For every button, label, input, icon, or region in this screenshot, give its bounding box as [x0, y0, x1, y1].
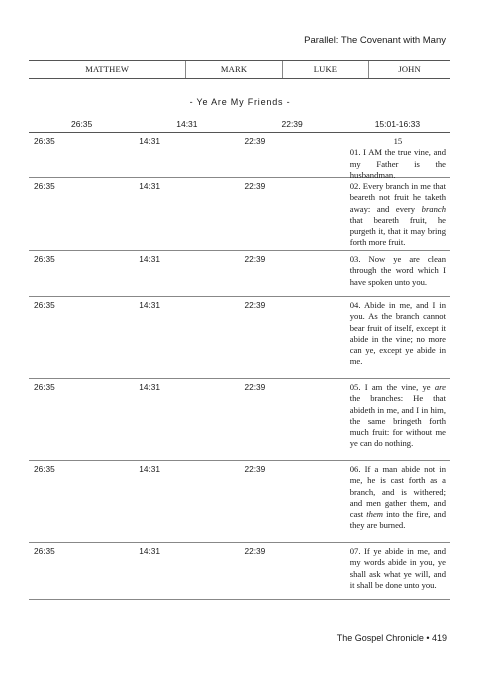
ref-luke: 22:39 [244, 464, 266, 474]
table-row [29, 461, 450, 543]
verse-segment: 06. If a man abide not in me, he is cast forth as a branch, and is withered; and men gather them, and cast [349, 464, 446, 520]
ref-mark: 14:31 [139, 464, 161, 474]
ref-mark: 14:31 [139, 136, 161, 146]
ref-matthew: 26:35 [34, 136, 55, 146]
table-row [29, 251, 450, 297]
ref-matthew: 26:35 [34, 546, 55, 556]
verse-italic: them [366, 509, 383, 520]
ref-luke: 22:39 [244, 382, 266, 392]
verse-segment: 07. If ye abide in me, and my words abide in you, ye shall ask what ye will, and it shall be done unto you. [349, 546, 446, 590]
table-row [29, 133, 450, 178]
verse-italic: are [434, 382, 446, 392]
ref-matthew: 26:35 [34, 300, 55, 310]
ref-mark: 14:31 [139, 300, 161, 310]
ref-matthew: 26:35 [34, 181, 55, 191]
verse-text [345, 133, 450, 180]
verse-segment: into the fire, and they are burned. [349, 509, 446, 531]
ref-matthew: 26:35 [34, 464, 55, 474]
verse-segment: 02. Every branch in me that beareth not fruit he taketh away: and every [349, 181, 446, 214]
verse-segment: 04. Abide in me, and I in you. As the branch cannot bear fruit of itself, except it abide in the vine; no more can ye, except ye abide in me. [349, 300, 446, 367]
ref-luke: 22:39 [244, 136, 266, 146]
verse-text [345, 461, 450, 542]
verse-segment: the branches: He that abideth in me, and I in him, the same bringeth forth much fruit: for without me ye can do nothing. [349, 393, 446, 449]
ref-mark: 14:31 [176, 119, 198, 129]
gospel-luke: LUKE [282, 61, 368, 79]
verse-text [345, 297, 450, 378]
ref-luke: 22:39 [244, 181, 266, 191]
ref-matthew: 26:35 [70, 119, 93, 129]
verse-italic: branch [421, 203, 446, 214]
verse-segment: 01. I AM the true vine, and my Father is the husbandman. [349, 147, 446, 180]
chapter-number: 15 [393, 136, 403, 146]
page-footer: The Gospel Chronicle • 419 [336, 633, 447, 643]
ref-mark: 14:31 [139, 254, 161, 264]
table-row [29, 297, 450, 379]
ref-matthew: 26:35 [34, 382, 55, 392]
table-row [29, 178, 450, 251]
section-title: - Ye Are My Friends - [189, 97, 291, 107]
gospel-mark: MARK [186, 61, 282, 79]
verse-text [345, 251, 450, 296]
ref-mark: 14:31 [139, 382, 161, 392]
table-row [29, 543, 450, 600]
page-header-title: Parallel: The Covenant with Many [304, 35, 446, 46]
ref-luke: 22:39 [244, 300, 266, 310]
gospel-john: JOHN [369, 61, 450, 79]
ref-mark: 14:31 [139, 546, 161, 556]
verse-text [345, 178, 450, 250]
verse-segment: that beareth fruit, he purgeth it, that it may bring forth more fruit. [349, 214, 446, 248]
gospel-header-table [29, 60, 450, 79]
ref-john: 15:01-16:33 [374, 119, 421, 129]
ref-luke: 22:39 [281, 119, 303, 129]
ref-luke: 22:39 [244, 254, 266, 264]
section-refs [29, 119, 450, 129]
verse-table [29, 133, 450, 600]
verse-segment: 03. Now ye are clean through the word which I have spoken unto you. [349, 254, 446, 287]
verse-segment: 05. I am the vine, ye [349, 382, 435, 392]
verse-text [345, 379, 450, 460]
ref-matthew: 26:35 [34, 254, 55, 264]
ref-luke: 22:39 [244, 546, 266, 556]
verse-text [345, 543, 450, 599]
ref-mark: 14:31 [139, 181, 161, 191]
table-row [29, 379, 450, 461]
gospel-matthew: MATTHEW [29, 61, 186, 79]
